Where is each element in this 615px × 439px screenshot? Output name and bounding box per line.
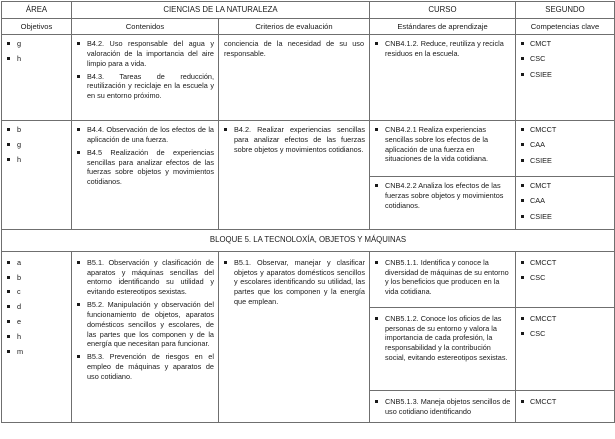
competence-item: CSIEE xyxy=(520,156,610,166)
competences-col-header: Competencias clave xyxy=(516,19,615,35)
criteria-cell xyxy=(219,121,370,230)
standards-cell xyxy=(370,35,516,121)
competence-item: CMCT xyxy=(520,39,610,49)
contents-cell xyxy=(72,35,219,121)
criteria-text: conciencia de la necesidad de su uso responsable. xyxy=(224,39,364,58)
objective-item: d xyxy=(6,302,67,312)
objective-item: a xyxy=(6,258,67,268)
content-item: B4.5 Realización de experiencias sencillas para analizar efectos de las fuerzas sobre objetos y movimientos cotidianos. xyxy=(76,148,214,187)
standard-item: CNB4.2.2 Analiza los efectos de las fuerzas sobre objetos y movimientos cotidianos. xyxy=(374,181,511,210)
competence-item: CSIEE xyxy=(520,70,610,80)
competence-item: CMCT xyxy=(520,181,610,191)
competence-item: CAA xyxy=(520,196,610,206)
objective-item: h xyxy=(6,54,67,64)
objectives-cell xyxy=(2,251,72,422)
objective-item: g xyxy=(6,140,67,150)
competence-item: CMCCT xyxy=(520,258,610,268)
standard-item: CNB5.1.3. Maneja objetos sencillos de uso cotidiano identificando xyxy=(374,397,511,417)
criteria-cell xyxy=(219,35,370,121)
objective-item: g xyxy=(6,39,67,49)
table-row xyxy=(2,121,615,177)
standards-cell xyxy=(370,251,516,307)
area-header: ÁREA xyxy=(2,2,72,19)
contents-cell xyxy=(72,121,219,230)
competences-cell xyxy=(516,35,615,121)
standards-cell xyxy=(370,390,516,422)
objective-item: b xyxy=(6,125,67,135)
standard-item: CNB5.1.2. Conoce los oficios de las personas de su entorno y valora la importancia de cada profesión, la responsabilidad y la contribución social, evitando estereotipos sexistas. xyxy=(374,314,511,363)
block-title-row xyxy=(2,229,615,251)
standard-item: CNB4.2.1 Realiza experiencias sencillas sobre los efectos de la aplicación de una fuerza en situaciones de la vida cotidiana. xyxy=(374,125,511,164)
standard-item: CNB5.1.1. Identifica y conoce la diversidad de máquinas de su entorno y los beneficios que producen en la vida cotidiana. xyxy=(374,258,511,297)
content-item: B5.3. Prevención de riesgos en el empleo de máquinas y aparatos de uso cotidiano. xyxy=(76,352,214,381)
objectives-cell xyxy=(2,121,72,230)
competence-item: CMCCT xyxy=(520,125,610,135)
content-item: B4.4. Observación de los efectos de la aplicación de una fuerza. xyxy=(76,125,214,145)
criteria-cell xyxy=(219,251,370,422)
standards-col-header: Estándares de aprendizaje xyxy=(370,19,516,35)
objectives-cell xyxy=(2,35,72,121)
objectives-col-header: Objetivos xyxy=(2,19,72,35)
objective-item: b xyxy=(6,273,67,283)
competences-cell xyxy=(516,307,615,390)
content-item: B4.2. Uso responsable del agua y valoración de la importancia del aire limpio para a vida. xyxy=(76,39,214,68)
criteria-col-header: Criterios de evaluación xyxy=(219,19,370,35)
curriculum-table xyxy=(1,1,615,423)
table-row xyxy=(2,35,615,121)
objective-item: c xyxy=(6,287,67,297)
block-title: BLOQUE 5. LA TECNOLOXÍA, OBJETOS Y MÁQUINAS xyxy=(2,229,615,251)
content-item: B5.2. Manipulación y observación del funcionamiento de objetos, aparatos domésticos sencillos y escolares, de las partes que los componen y de la energía que necesitan para funcionar. xyxy=(76,300,214,349)
course-value-header: SEGUNDO xyxy=(516,2,615,19)
competence-item: CMCCT xyxy=(520,314,610,324)
standards-cell xyxy=(370,121,516,177)
objective-item: h xyxy=(6,332,67,342)
criteria-item: B4.2. Realizar experiencias sencillas para analizar efectos de las fuerzas sobre objetos y movimientos cotidianos. xyxy=(223,125,365,154)
table-row xyxy=(2,251,615,307)
competences-cell xyxy=(516,177,615,230)
subject-header: CIENCIAS DE LA NATURALEZA xyxy=(72,2,370,19)
table-header-row xyxy=(2,2,615,19)
course-label-header: CURSO xyxy=(370,2,516,19)
content-item: B5.1. Observación y clasificación de aparatos y máquinas sencillas del entorno identificando su utilidad y evitando estereotipos sexistas. xyxy=(76,258,214,297)
standards-cell xyxy=(370,177,516,230)
competence-item: CMCCT xyxy=(520,397,610,407)
standard-item: CNB4.1.2. Reduce, reutiliza y recicla residuos en la escuela. xyxy=(374,39,511,59)
competence-item: CSIEE xyxy=(520,212,610,222)
competences-cell xyxy=(516,121,615,177)
objective-item: m xyxy=(6,347,67,357)
standards-cell xyxy=(370,307,516,390)
competence-item: CSC xyxy=(520,273,610,283)
competence-item: CSC xyxy=(520,329,610,339)
contents-col-header: Contenidos xyxy=(72,19,219,35)
column-header-row xyxy=(2,19,615,35)
objective-item: h xyxy=(6,155,67,165)
objective-item: e xyxy=(6,317,67,327)
contents-cell xyxy=(72,251,219,422)
criteria-item: B5.1. Observar, manejar y clasificar objetos y aparatos domésticos sencillos y escolares identificando su utilidad, las partes que los componen y la energía que emplean. xyxy=(223,258,365,307)
content-item: B4.3. Tareas de reducción, reutilización y reciclaje en la escuela y en su entorno próximo. xyxy=(76,72,214,101)
competence-item: CAA xyxy=(520,140,610,150)
competence-item: CSC xyxy=(520,54,610,64)
competences-cell xyxy=(516,251,615,307)
competences-cell xyxy=(516,390,615,422)
